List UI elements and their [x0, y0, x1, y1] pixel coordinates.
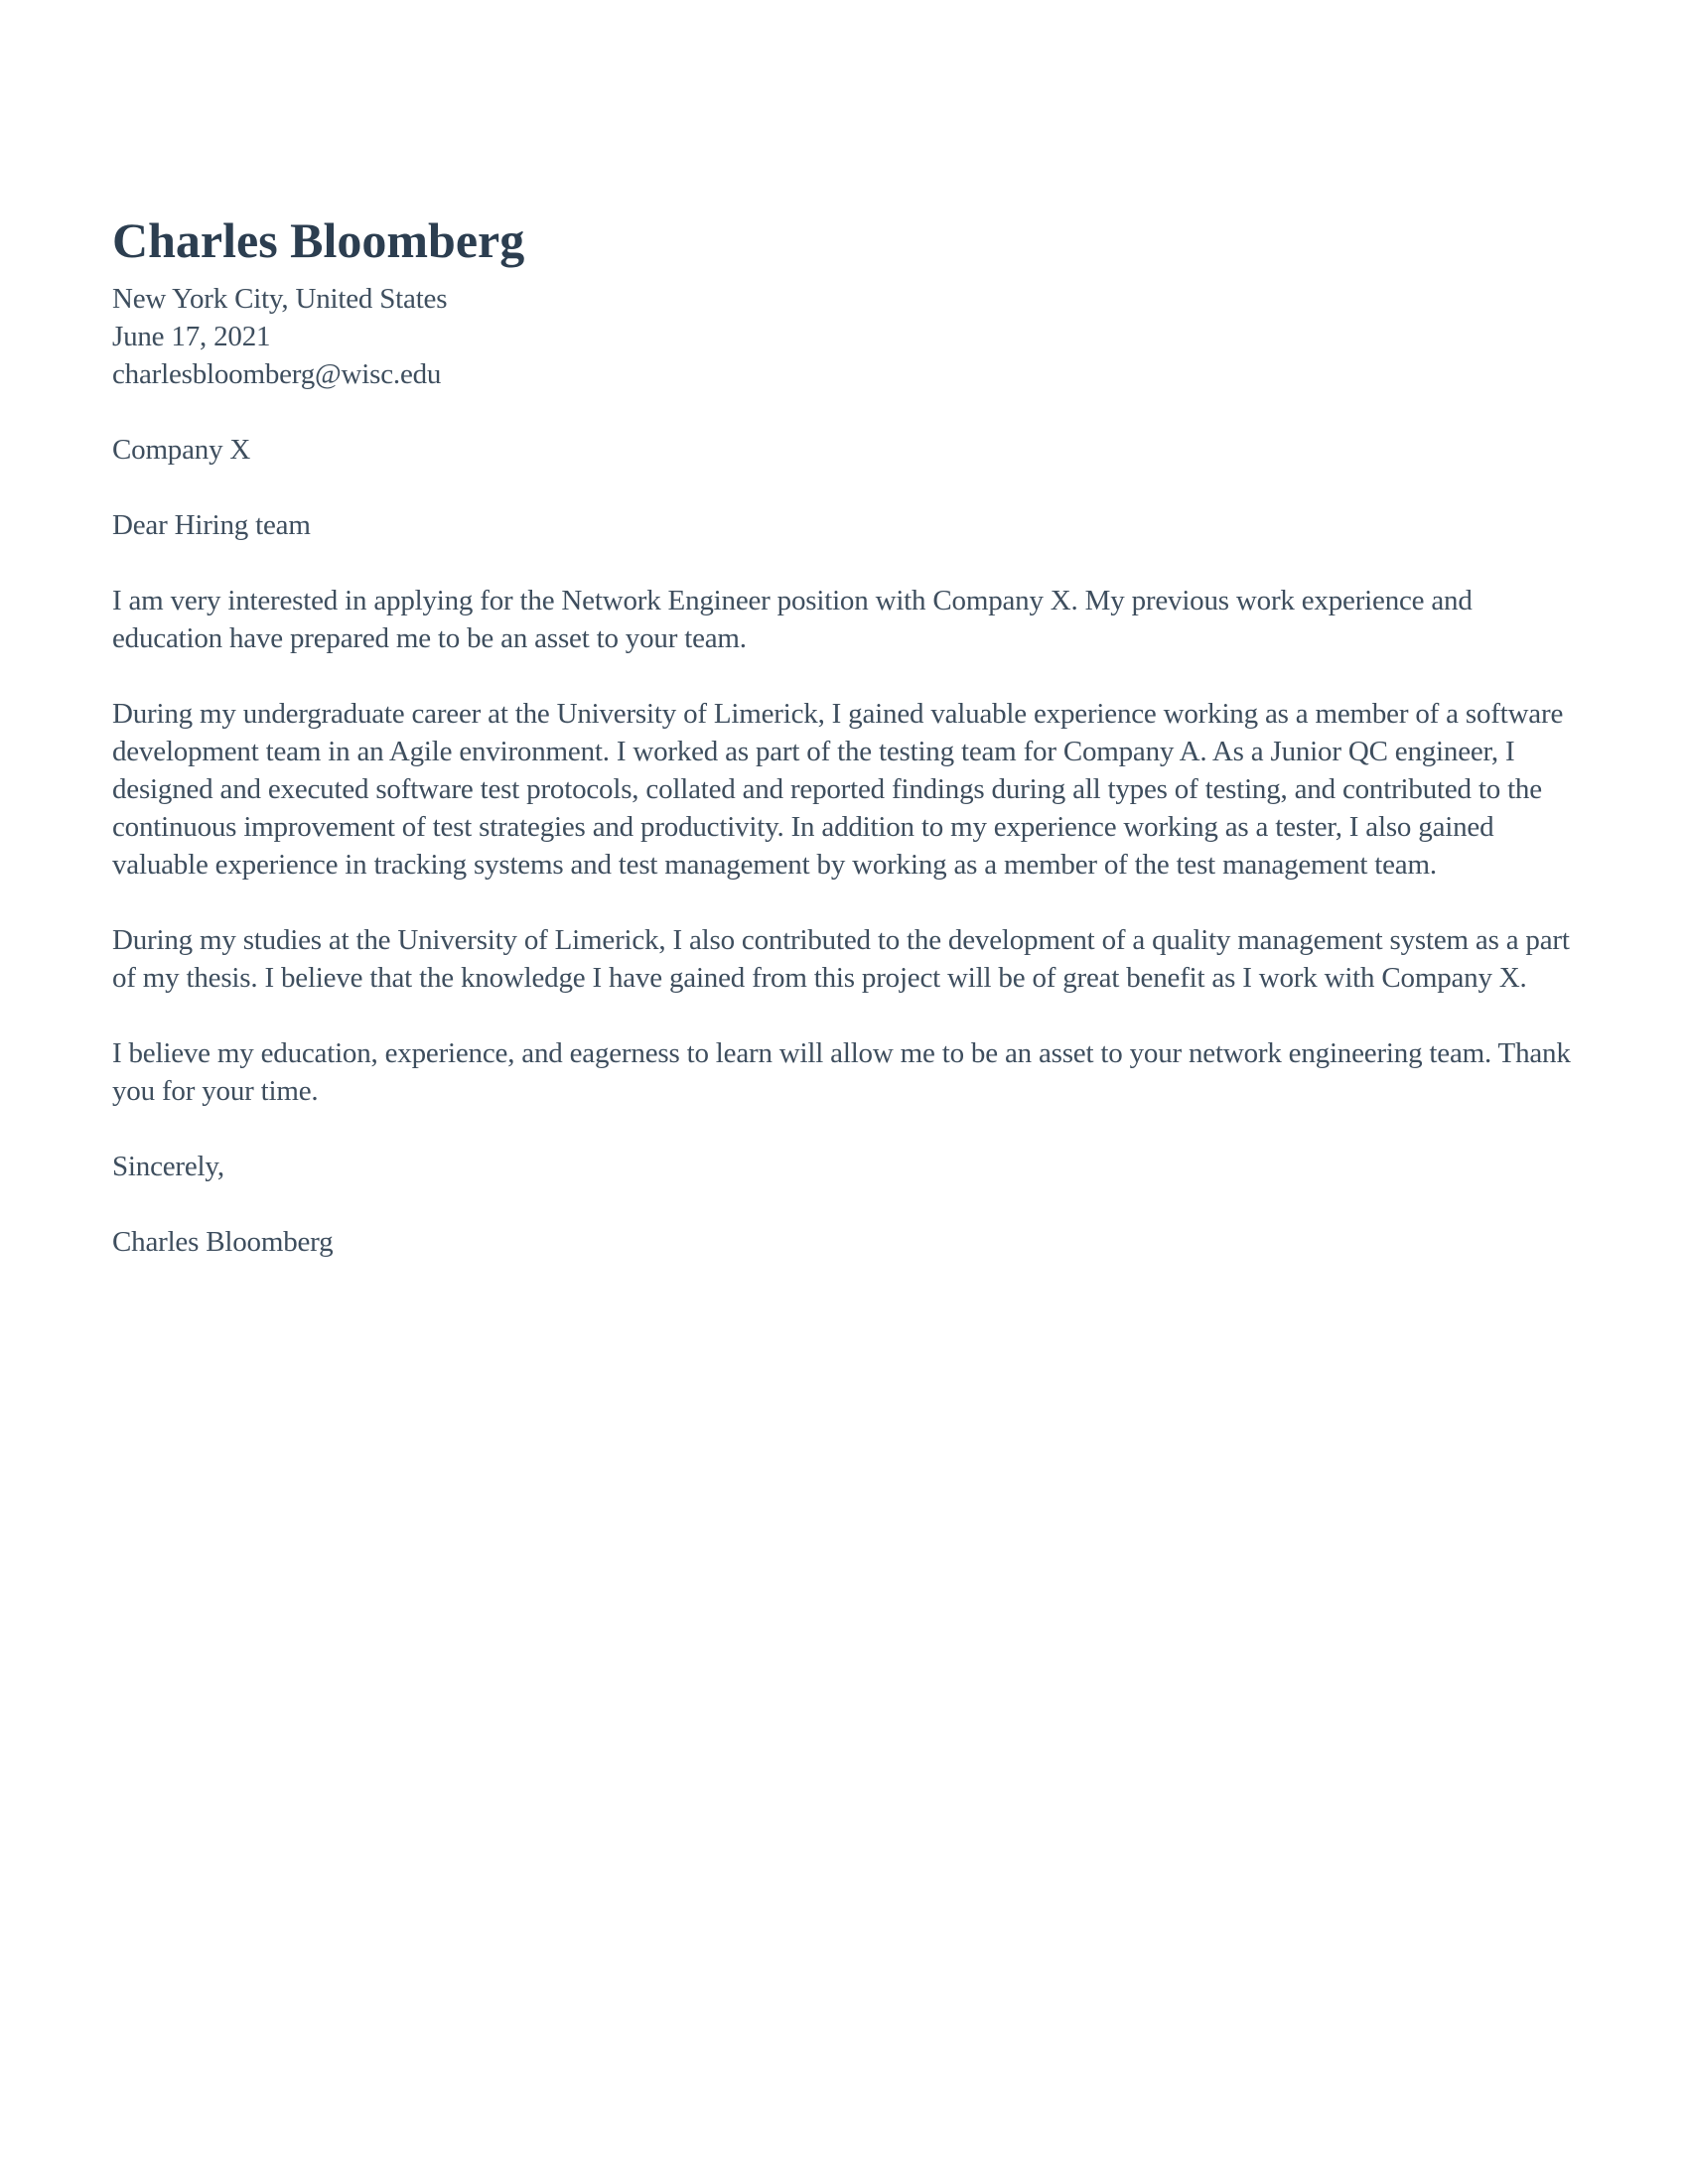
sender-name: Charles Bloomberg	[112, 212, 525, 268]
body-paragraph: I am very interested in applying for the Network Engineer position with Company X. My previous work experience and education have prepared me to be an asset to your team.	[112, 585, 1473, 654]
signature-name: Charles Bloomberg	[112, 1226, 334, 1258]
body-paragraph: I believe my education, experience, and eagerness to learn will allow me to be an asset to your network engineering team. Thank you for your time.	[112, 1037, 1571, 1107]
sender-contact-block	[112, 280, 1581, 393]
sender-email: charlesbloomberg@wisc.edu	[112, 358, 442, 390]
letter-date: June 17, 2021	[112, 321, 271, 352]
body-paragraph: During my undergraduate career at the University of Limerick, I gained valuable experience working as a member of a software development team in an Agile environment. I worked as part of the testing team for Company A. As a Junior QC engineer, I designed and executed software test protocols, collated and reported findings during all types of testing, and contributed to the continuous improvement of test strategies and productivity. In addition to my experience working as a tester, I also gained valuable experience in tracking systems and test management by working as a member of the test management team.	[112, 698, 1564, 881]
salutation: Dear Hiring team	[112, 509, 311, 541]
body-paragraph: During my studies at the University of Limerick, I also contributed to the development of a quality management system as a part of my thesis. I believe that the knowledge I have gained from this project will be of great benefit as I work with Company X.	[112, 924, 1570, 994]
closing: Sincerely,	[112, 1151, 224, 1182]
recipient-name: Company X	[112, 434, 251, 466]
sender-location: New York City, United States	[112, 283, 448, 315]
